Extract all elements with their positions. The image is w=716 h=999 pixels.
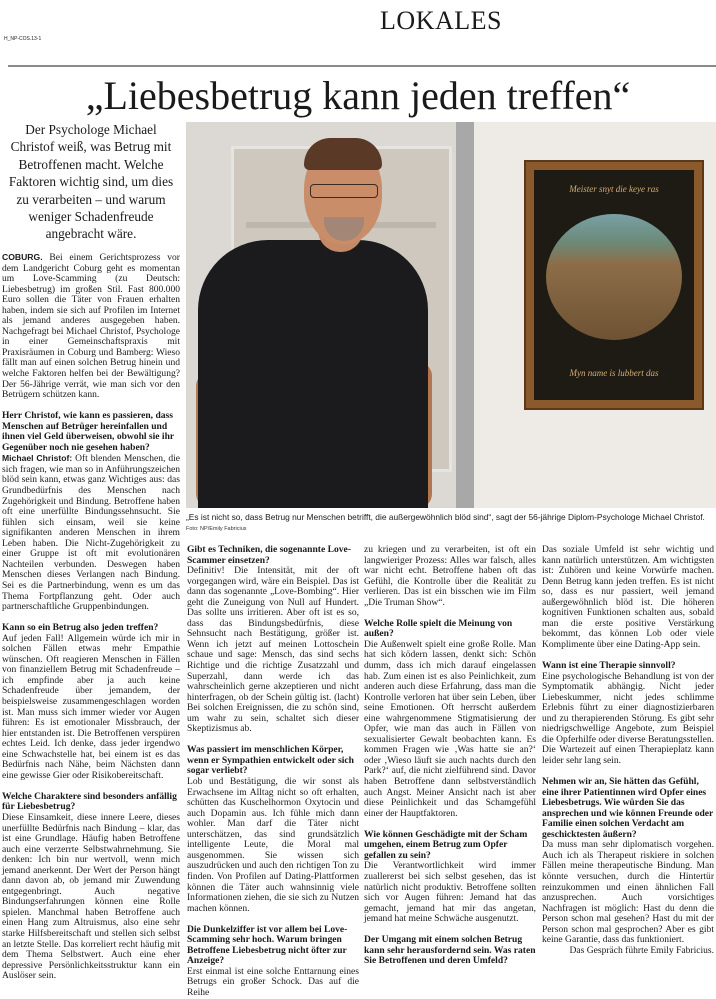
answer: Die Verantwortlichkeit wird immer zuallererst bei sich selbst gesehen, das ist natürlich nicht produktiv. Betroffene sollten sich vor Augen führen: Jemand hat das gemacht, jemand hat mir das angetan, jemand hat meine Schwäche ausgenutzt.	[364, 860, 536, 925]
question: Wann ist eine Therapie sinnvoll?	[542, 660, 676, 672]
section-title: LOKALES	[380, 6, 502, 35]
column-3	[364, 545, 536, 967]
photo-caption: „Es ist nicht so, dass Betrug nur Menschen betrifft, die außergewöhnlich blöd sind“, sagt der 56-jährige Diplom-Psychologe Michael Christof.	[186, 512, 705, 522]
dateline: COBURG.	[2, 252, 43, 262]
photo-credit: Foto: NP/Emily Fabricius	[186, 526, 247, 532]
answer: Erst einmal ist eine solche Enttarnung eines Betrugs ein großer Schock. Das auf die Reihe	[187, 965, 359, 998]
question: Die Dunkelziffer ist vor allem bei Love-Scamming sehr hoch. Warum bringen Betroffene Liebesbetrug nicht öfter zur Anzeige?	[187, 923, 348, 967]
column-1	[2, 252, 180, 982]
pillar	[456, 122, 474, 508]
page-id: H_NP-COS.13-1	[4, 36, 42, 42]
speaker: Michael Christof:	[2, 453, 73, 464]
answer-text: Oft blenden Menschen, die sich fragen, wie man so in Anführungszeichen blöd sein kann, etwas ganz Wichtiges aus: das Grundbedürfnis des Menschen nach Zugehörigkeit und Bindung. Betroffene haben oft eine unerfüllte Bindungssehnsucht. Sie fühlen sich einsam, weil sie keine signifikanten anderen Menschen in ihrem Leben haben. Die Nicht-Zugehörigkeit zu einer Gruppe ist oft mit evolutionären Nachteilen verbunden. Deswegen haben Menschen dieses Verlangen nach Bindung. Sei es die Partnerbindung, wenn es um das Thema Fortpflanzung geht. Oder auch partnerschaftliche Gruppenbindungen.	[2, 453, 180, 613]
lead-text: Bei einem Gerichtsprozess vor dem Landgericht Coburg geht es momentan um Love-Scamming (zu Deutsch: Liebesbetrug) im großen Stil. Fast 800.000 Euro sollen die Täter von Frauen erhalten haben, indem sie sich auf Profilen im Internet als jemand anderes ausgegeben haben. Nachgefragt bei Michael Christof, Psychologe in einer Gemeinschaftspraxis mit Praxisräumen in Coburg und Bamberg: Wieso fällt man auf einen solchen Betrug hinein und welche Faktoren helfen bei der Bewältigung? Der 56-Jährige verrät, wie man sich vor den Betrügern schützen kann.	[2, 252, 180, 401]
question: Der Umgang mit einem solchen Betrug kann sehr herausfordernd sein. Was raten Sie Betroffenen und deren Umfeld?	[364, 934, 536, 967]
byline: Das Gespräch führte Emily Fabricius.	[569, 944, 714, 956]
painting-scene	[546, 214, 682, 340]
header-rule	[8, 65, 716, 67]
answer: Da muss man sehr diplomatisch vorgehen. Auch ich als Therapeut riskiere in solchen Fällen meine therapeutische Bindung. Man könnte versuchen, durch die Hintertür reinzukommen und einen ähnlichen Fall anzusprechen. Auch vorsichtiges Nachfragen ist möglich: Hast du denn die Person schon mal gesehen? Hast du mit der Person schon mal gesprochen? Aber es gibt keine Garantie, dass das funktioniert.	[542, 839, 714, 946]
column-4	[542, 545, 714, 956]
answer: Definitiv! Die Intensität, mit der oft vorgegangen wird, wäre ein Beispiel. Das ist dann das sogenannte „Love-Bombing“. Hier geht die Zuneigung von Null auf Hundert. Das sollte uns irritieren. Aber oft ist es so, dass das Bindungsbedürfnis, diese Sehnsucht nach Bestätigung, größer ist. Wenn ich jetzt auf meinen Lottoschein schaue und sage: Mensch, das sind sechs Richtige und die richtige Zusatzzahl und Superzahl, dann werde ich das wahrscheinlich gerne akzeptieren und nicht hinterfragen, ob der Schein gültig ist. (lacht) Bei solchen Ereignissen, die zu schön sind, um wahr zu sein, schaltet sich dieser Skeptizismus ab.	[187, 565, 359, 735]
headline: „Liebesbetrug kann jeden treffen“	[85, 73, 631, 118]
question: Was passiert im menschlichen Körper, wenn er Sympathien entwickelt oder sich sogar verliebt?	[187, 744, 354, 777]
answer: Eine psychologische Behandlung ist von der Symptomatik abhängig. Nicht jeder Liebeskummer, nicht jedes schlimme Erlebnis führt zu einer diagnostizierbaren und zu therapierenden Störung. Es gibt sehr niedrigschwellige Angebote, zum Beispiel die Opferhilfe oder diverse Beratungsstellen. Die Wartezeit auf einen Therapieplatz kann leider sehr lang sein.	[542, 670, 714, 766]
answer: Diese Einsamkeit, diese innere Leere, dieses unerfüllte Bedürfnis nach Bindung – klar, das ist eine Grundlage. Häufig haben Betroffene auch eine verzerrte Selbstwahrnehmung. Sie denken: Ich bin nur wertvoll, wenn mich jemand anerkennt. Der Wert der Person hängt dann davon ab, ob jemand mir Zuwendung entgegenbringt. Auch negative Bindungserfahrungen können eine Rolle spielen. Manchmal haben Betroffene auch einen Hang zum Altruismus, also eine sehr starke Hilfsbereitschaft und stellen sich selbst an letzte Stelle. Das korreliert recht häufig mit dem Thema Selbstwert. Auch eine eher depressive Persönlichkeitsstruktur kann ein Auslöser sein.	[2, 811, 180, 982]
question: Wie können Geschädigte mit der Scham umgehen, einem Betrug zum Opfer gefallen zu sein?	[364, 828, 528, 861]
painting-lettering-bottom: Myn name is lubbert das	[569, 368, 659, 378]
photo-michael-christof	[186, 122, 716, 508]
column-2	[187, 545, 359, 999]
painting-lettering-top: Meister snyt die keye ras	[569, 184, 659, 194]
question: Kann so ein Betrug also jeden treffen?	[2, 622, 159, 634]
answer: Auf jeden Fall! Allgemein würde ich mir in solchen Fällen etwas mehr Empathie wünschen. Oft reagieren Menschen in Fällen von finanziellem Betrug mit Schadenfreude – ich empfinde aber ja auch keine Schadenfreude über jemandem, der beispielsweise zusammengeschlagen worden ist. Man muss sich immer wieder vor Augen führen: Es ist emotionaler Missbrauch, der hier entstanden ist. Die Betroffenen verspüren echtes Leid. Ich denke, dass jeder irgendwo eine Schwachstelle hat, bei einem ist es das Bedürfnis nach Nähe, beim Nächsten dann eine gewisse Gier oder Risikobereitschaft.	[2, 632, 180, 781]
answer: Die Außenwelt spielt eine große Rolle. Man hat sich ködern lassen, denkt sich: Schön dumm, dass ich mich darauf eingelassen hab. Zum einen ist es also Peinlichkeit, zum anderen auch diese Erfahrung, dass man die Kontrolle verloren hat über sein Leben, über seine Emotionen. Oft herrscht außerdem eine wahrgenommene Stigmatisierung der Opfer, wie man das auch in Fällen von sexualisierter Gewalt beobachten kann. Es kommen Fragen wie ‚Was hatte sie an?‘ oder ‚Wieso läuft sie auch nachts durch den Park?‘ auf, die nicht zielführend sind. Davor haben Betroffene dann selbstverständlich auch Angst. Meiner Ansicht nach ist aber diese Peinlichkeit und das Schamgefühl einer der Hauptfaktoren.	[364, 638, 536, 819]
hair	[304, 138, 382, 170]
lead-paragraph	[2, 252, 180, 401]
question: Gibt es Techniken, die sogenannte Love-Scammer einsetzen?	[187, 544, 351, 566]
answer	[2, 453, 180, 612]
question: Welche Rolle spielt die Meinung von außen?	[364, 617, 513, 640]
glasses	[310, 184, 378, 198]
answer: Lob und Bestätigung, die wir sonst als Erwachsene im Alltag nicht so oft erhalten, schütten das Kuschelhormon Oxytocin und auch Dopamin aus. Ich fühle mich dann wohler. Man darf die Täter nicht unterschätzen, das sind grundsätzlich intelligente Leute, die Moral mal ausgenommen. Sie wissen sich auszudrücken und auch den richtigen Ton zu finden. Von Profilen auf Dating-Plattformen können die Täter auch wahnsinnig viele Informationen ziehen, die sie sich zu Nutzen machen können.	[187, 776, 359, 914]
intro-teaser: Der Psychologe Michael Christof weiß, was Betrug mit Betroffenen macht. Welche Faktoren wichtig sind, um dies zu verarbeiten – und warum weniger Schadenfreude angebracht wäre.	[8, 122, 174, 242]
question: Herr Christof, wie kann es passieren, dass Menschen auf Betrüger hereinfallen und ihnen viel Geld überweisen, obwohl sie ihr Gegenüber noch nie gesehen haben?	[2, 410, 174, 453]
question: Welche Charaktere sind besonders anfällig für Liebesbetrug?	[2, 790, 177, 813]
black-shirt	[198, 240, 428, 508]
question: Nehmen wir an, Sie hätten das Gefühl, eine ihrer Patientinnen wird Opfer eines Liebesbetrugs. Wie würden Sie das ansprechen und wie können Freunde oder Familie einen solchen Verdacht am geschicktesten äußern?	[542, 776, 714, 840]
answer: Das soziale Umfeld ist sehr wichtig und kann natürlich unterstützen. Am wichtigsten ist: Zuhören und keine Vorwürfe machen. Denn Betrug kann jeden treffen. Es ist nicht so, dass es nur passiert, weil jemand außergewöhnlich blöd ist. Die höheren kognitiven Funktionen schalten aus, sobald man die erste positive Verstärkung bekommt, das können Lob oder viele Komplimente über eine Dating-App sein.	[542, 544, 714, 650]
answer-continued: zu kriegen und zu verarbeiten, ist oft ein langwieriger Prozess: Alles war falsch, alles war nicht echt. Betroffene haben oft das Gefühl, die Kontrolle über die Realität zu verlieren. Das ist ein bisschen wie im Film „Die Truman Show“.	[364, 544, 536, 608]
